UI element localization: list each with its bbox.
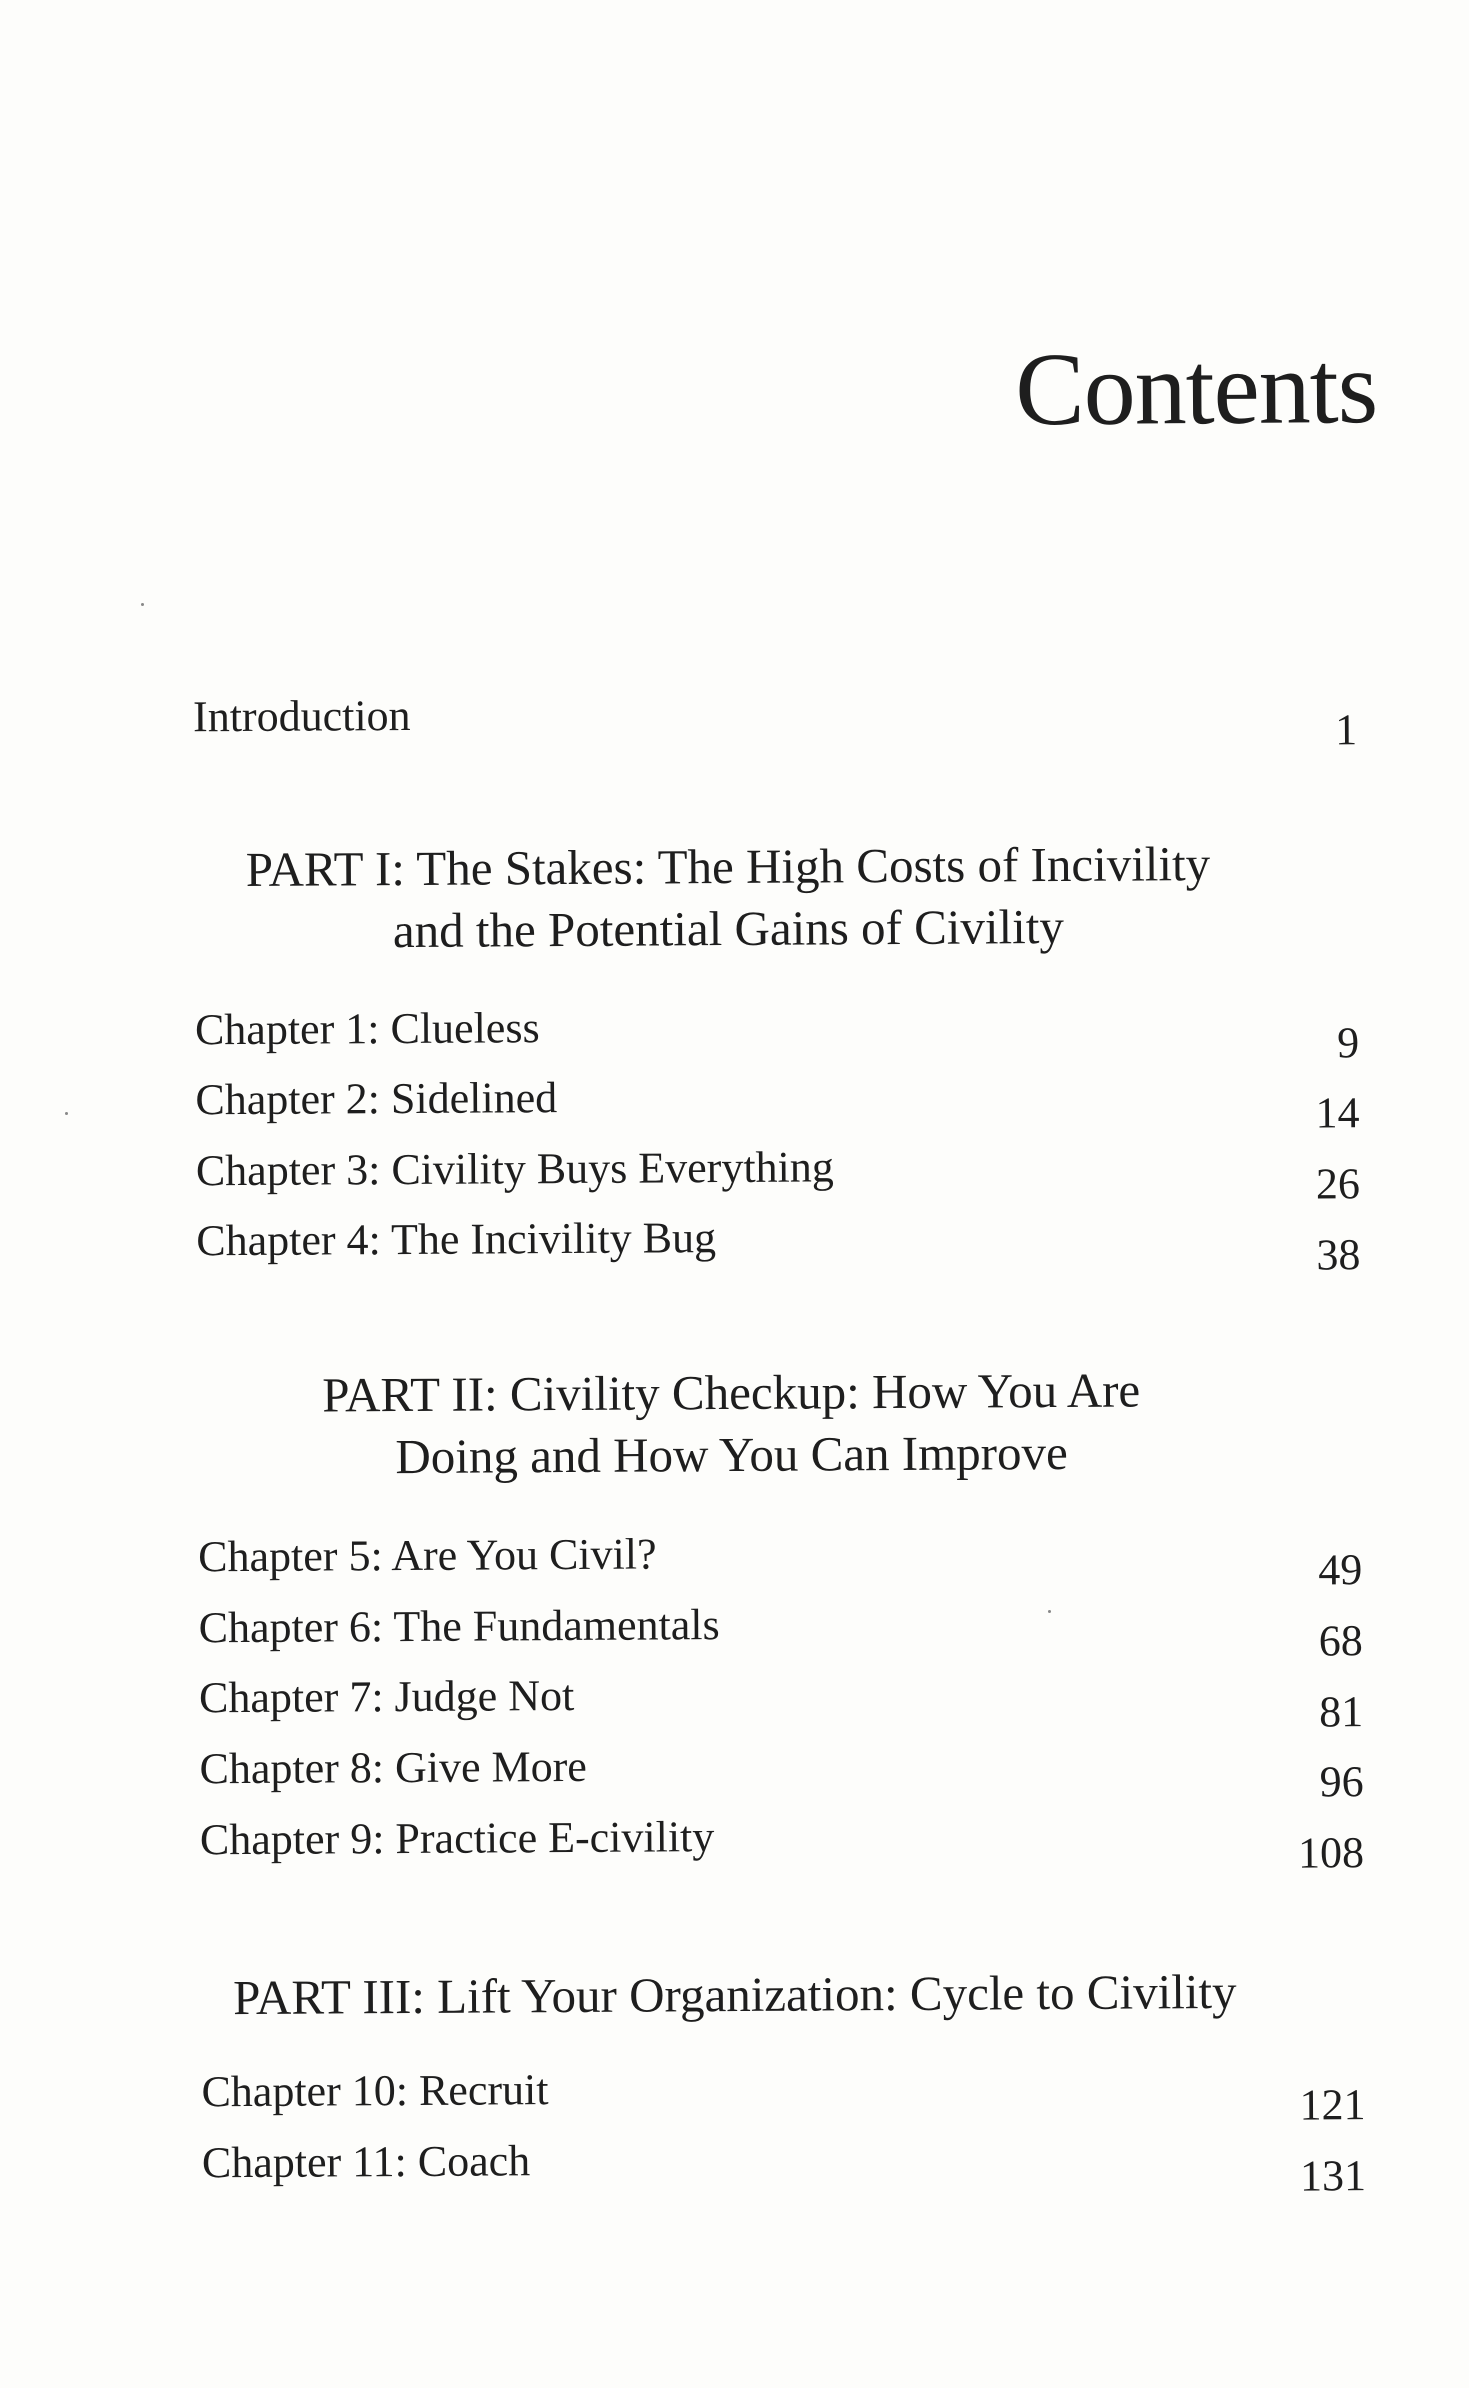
- part-heading-line: PART II: Civility Checkup: How You Are: [322, 1362, 1141, 1423]
- toc-chapter-2-page: 14: [1315, 1088, 1360, 1138]
- toc-chapter-4-page: 38: [1316, 1230, 1361, 1280]
- part-heading-line: PART III: Lift Your Organization: Cycle to Civility: [233, 1963, 1237, 2026]
- toc-entry-introduction-label: Introduction: [192, 690, 411, 742]
- toc-chapter-3-label: Chapter 3: Civility Buys Everything: [195, 1142, 834, 1196]
- toc-chapter-9-label: Chapter 9: Practice E-civility: [199, 1812, 715, 1865]
- part-heading-1: [198, 833, 1259, 963]
- toc-chapter-5-label: Chapter 5: Are You Civil?: [198, 1529, 657, 1582]
- toc-chapter-9-page: 108: [1297, 1828, 1365, 1878]
- toc-chapter-4-label: Chapter 4: The Incivility Bug: [196, 1213, 717, 1266]
- scan-speck: [1048, 1610, 1051, 1613]
- toc-chapter-11-label: Chapter 11: Coach: [201, 2136, 531, 2188]
- toc-chapter-6-page: 68: [1318, 1616, 1363, 1666]
- toc-chapter-7-label: Chapter 7: Judge Not: [198, 1670, 575, 1723]
- toc-chapter-7-page: 81: [1319, 1687, 1364, 1737]
- scan-speck: [141, 603, 144, 606]
- scan-speck: [65, 1112, 68, 1115]
- toc-entry-introduction-page: 1: [1335, 705, 1358, 755]
- part-heading-line: PART I: The Stakes: The High Costs of Incivility: [245, 836, 1211, 897]
- toc-chapter-6-label: Chapter 6: The Fundamentals: [198, 1600, 720, 1653]
- toc-chapter-2-label: Chapter 2: Sidelined: [195, 1073, 558, 1125]
- toc-chapter-5-page: 49: [1318, 1545, 1363, 1595]
- toc-chapter-1-page: 9: [1336, 1018, 1360, 1068]
- part-heading-2: [201, 1359, 1262, 1489]
- toc-chapter-10-page: 121: [1299, 2080, 1366, 2130]
- toc-chapter-3-page: 26: [1315, 1159, 1361, 1209]
- toc-chapter-8-label: Chapter 8: Give More: [199, 1741, 587, 1794]
- part-heading-line: Doing and How You Can Improve: [395, 1424, 1068, 1485]
- page-title: Contents: [1014, 330, 1378, 448]
- toc-chapter-11-page: 131: [1299, 2151, 1367, 2201]
- toc-chapter-8-page: 96: [1319, 1757, 1364, 1807]
- part-heading-line: and the Potential Gains of Civility: [392, 898, 1065, 959]
- part-heading-3: [205, 1961, 1265, 2029]
- toc-chapter-1-label: Chapter 1: Clueless: [194, 1003, 540, 1055]
- toc-chapter-10-label: Chapter 10: Recruit: [201, 2065, 549, 2117]
